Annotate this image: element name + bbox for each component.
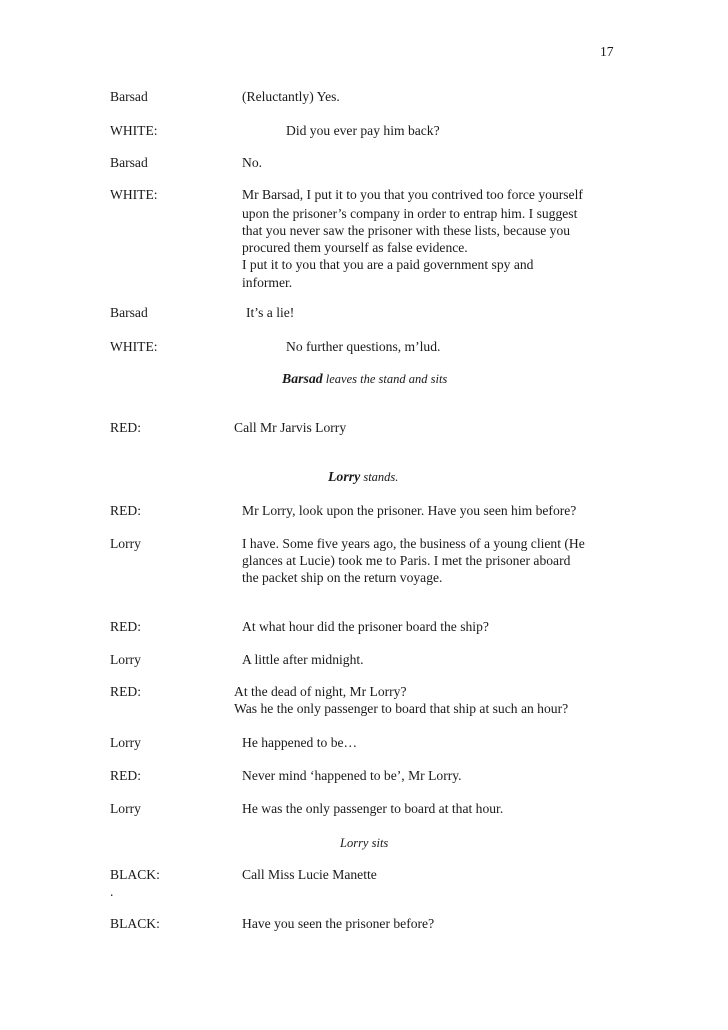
stage-direction-character: Barsad: [282, 371, 323, 386]
dialogue-line: Call Mr Jarvis Lorry: [234, 420, 347, 435]
dialogue-line: I put it to you that you are a paid government spy and: [242, 257, 534, 272]
dialogue-line: procured them yourself as false evidence.: [242, 240, 468, 255]
speaker-name: RED:: [110, 420, 141, 435]
speaker-name: Lorry: [110, 652, 141, 667]
page-number: 17: [600, 44, 614, 59]
dialogue-line: Was he the only passenger to board that ship at such an hour?: [234, 701, 569, 716]
stage-direction-text: stands.: [360, 470, 399, 484]
stage-direction: [328, 467, 398, 487]
speaker-name: RED:: [110, 768, 141, 783]
dialogue-line: informer.: [242, 275, 293, 290]
dialogue-line: Mr Lorry, look upon the prisoner. Have you seen him before?: [242, 503, 577, 518]
dialogue-line: that you never saw the prisoner with these lists, because you: [242, 223, 571, 238]
speaker-name: RED:: [110, 684, 141, 699]
speaker-name: Lorry: [110, 801, 141, 816]
dialogue-line: Did you ever pay him back?: [286, 123, 440, 138]
speaker-name: RED:: [110, 619, 141, 634]
speaker-name: BLACK:: [110, 916, 160, 931]
dialogue-line: I have. Some five years ago, the business of a young client (He: [242, 536, 585, 551]
dialogue-line: At what hour did the prisoner board the ship?: [242, 619, 489, 634]
stage-direction: [340, 833, 388, 853]
dialogue-line: Have you seen the prisoner before?: [242, 916, 435, 931]
stage-direction-text: leaves the stand and sits: [322, 372, 448, 386]
dialogue-line: the packet ship on the return voyage.: [242, 570, 443, 585]
dialogue-line: At the dead of night, Mr Lorry?: [234, 684, 407, 699]
dialogue-line: He was the only passenger to board at that hour.: [242, 801, 504, 816]
speaker-name: RED:: [110, 503, 141, 518]
speaker-name: Barsad: [110, 305, 148, 320]
dialogue-line: No further questions, m’lud.: [286, 339, 441, 354]
dialogue-line: Never mind ‘happened to be’, Mr Lorry.: [242, 768, 462, 783]
stray-mark: .: [110, 884, 114, 899]
speaker-name: Lorry: [110, 536, 141, 551]
speaker-name: Lorry: [110, 735, 141, 750]
stage-direction-text: Lorry sits: [340, 836, 389, 850]
speaker-name: WHITE:: [110, 187, 158, 202]
dialogue-line: glances at Lucie) took me to Paris. I met the prisoner aboard: [242, 553, 571, 568]
stage-direction-character: Lorry: [328, 469, 361, 484]
dialogue-line: No.: [242, 155, 263, 170]
dialogue-line: Mr Barsad, I put it to you that you contrived too force yourself: [242, 187, 583, 202]
speaker-name: Barsad: [110, 155, 148, 170]
stage-direction: [282, 369, 447, 389]
dialogue-line: A little after midnight.: [242, 652, 364, 667]
dialogue-line: He happened to be…: [242, 735, 358, 750]
speaker-name: WHITE:: [110, 123, 158, 138]
dialogue-line: Call Miss Lucie Manette: [242, 867, 377, 882]
speaker-name: WHITE:: [110, 339, 158, 354]
dialogue-line: It’s a lie!: [246, 305, 295, 320]
speaker-name: Barsad: [110, 89, 148, 104]
speaker-name: BLACK:: [110, 867, 160, 882]
dialogue-line: upon the prisoner’s company in order to entrap him. I suggest: [242, 206, 578, 221]
dialogue-line: (Reluctantly) Yes.: [242, 89, 340, 104]
